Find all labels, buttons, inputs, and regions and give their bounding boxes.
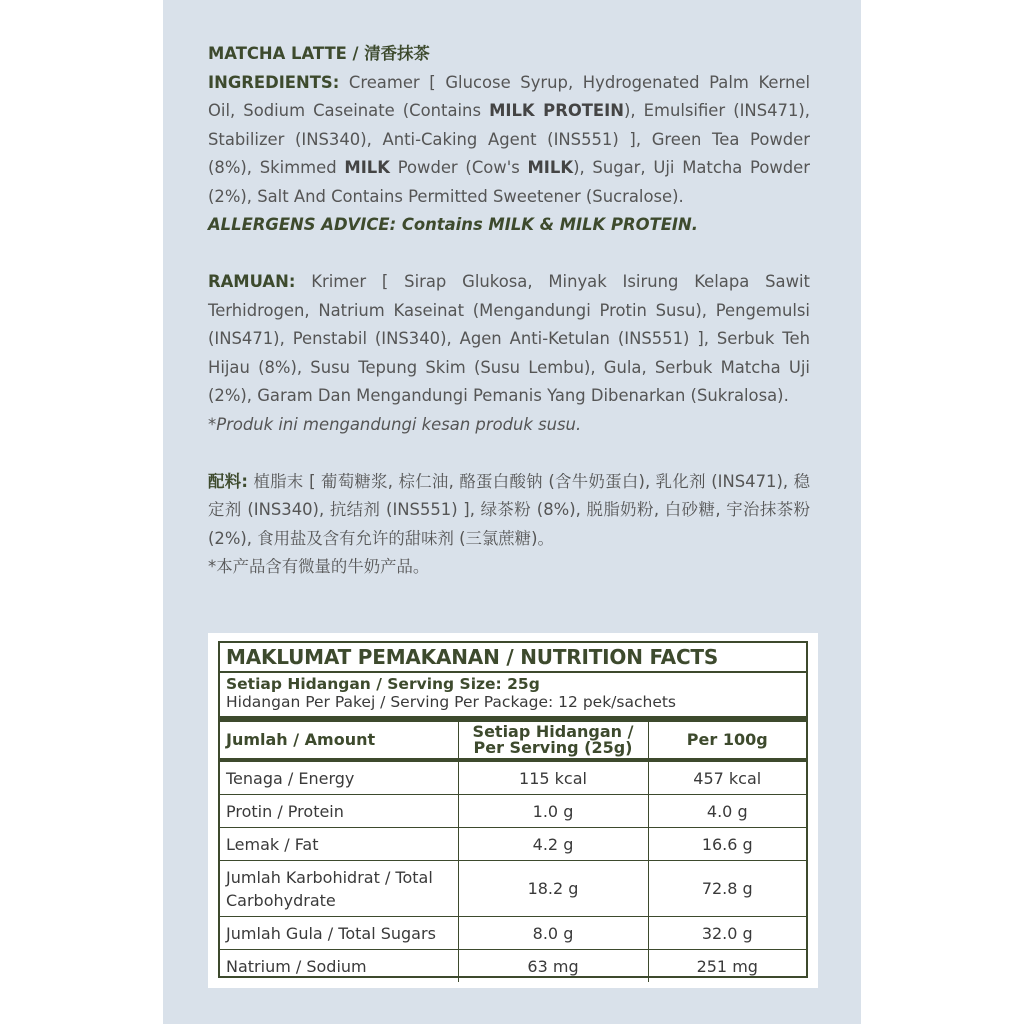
per-serving-value: 1.0 g [458,795,648,828]
table-header-row [220,722,806,760]
malay-note: *Produk ini mengandungi kesan produk susu. [208,414,582,434]
peiliao-label: 配料: [208,471,248,491]
per-serving-value: 8.0 g [458,917,648,950]
serving-size: Setiap Hidangan / Serving Size: 25g [226,675,540,693]
per-100g-value: 251 mg [648,950,806,983]
per-100g-value: 457 kcal [648,760,806,795]
table-row [220,795,806,828]
per-serving-value: 115 kcal [458,760,648,795]
servings-per-package: Hidangan Per Pakej / Serving Per Package: 12 pek/sachets [226,693,677,711]
milk-emphasis: MILK [527,158,574,177]
nutrition-title: MAKLUMAT PEMAKANAN / NUTRITION FACTS [220,643,806,673]
milk-emphasis: MILK [344,158,390,177]
nutrition-facts-panel [218,641,808,978]
ramuan-label: RAMUAN: [208,272,296,291]
ingredients-malay [208,268,810,411]
table-row [220,760,806,795]
header-per-serving: Setiap Hidangan / Per Serving (25g) [458,722,648,760]
per-serving-value: 18.2 g [458,861,648,917]
allergen-advice: ALLERGENS ADVICE: Contains MILK & MILK PROTEIN. [208,215,698,234]
table-row [220,861,806,917]
ingredients-block [208,40,810,582]
per-100g-value: 72.8 g [648,861,806,917]
header-per-100g: Per 100g [648,722,806,760]
per-100g-value: 16.6 g [648,828,806,861]
nutrient-name: Jumlah Karbohidrat / Total Carbohydrate [220,861,458,917]
table-row [220,950,806,983]
header-amount: Jumlah / Amount [220,722,458,760]
product-title: MATCHA LATTE / 清香抹茶 [208,44,430,63]
ramuan-text: Krimer [ Sirap Glukosa, Minyak Isirung Kelapa Sawit Terhidrogen, Natrium Kaseinat (Mengandungi Protin Susu), Pengemulsi (INS471), Penstabil (INS340), Agen Anti-Ketulan (INS551) ], Serbuk Teh Hijau (8%), Susu Tepung Skim (Susu Lembu), Gula, Serbuk Matcha Uji (2%), Garam Dan Mengandungi Pemanis Yang Dibenarkan (Sukralosa). [208,272,810,405]
nutrient-name: Jumlah Gula / Total Sugars [220,917,458,950]
nutrient-name: Tenaga / Energy [226,768,355,788]
ingredients-chinese [208,468,810,554]
per-100g-value: 32.0 g [648,917,806,950]
nutrition-box [208,633,818,988]
ingredients-text: Powder (Cow's [389,158,528,177]
serving-info [220,673,806,716]
ingredients-text: ), Sugar, Uji Matcha Powder (2%), Salt And Contains Permitted Sweetener (Sucralose). [208,158,810,206]
milk-protein-emphasis: MILK PROTEIN [489,101,624,120]
per-serving-value: 4.2 g [458,828,648,861]
ingredients-label: INGREDIENTS: [208,72,340,92]
peiliao-text: 植脂末 [ 葡萄糖浆, 棕仁油, 酪蛋白酸钠 (含牛奶蛋白), 乳化剂 (INS471), 稳定剂 (INS340), 抗结剂 (INS551) ], 绿茶粉 (8%), 脱脂奶粉, 白砂糖, 宇治抹茶粉 (2%), 食用盐及含有允许的甜味剂 (三氯蔗糖)。 [208,471,810,548]
nutrient-name: Lemak / Fat [220,828,458,861]
ingredients-english [208,69,810,212]
nutrition-table [220,722,806,982]
per-serving-value: 63 mg [458,950,648,983]
nutrient-name: Natrium / Sodium [220,950,458,983]
table-row [220,828,806,861]
per-100g-value: 4.0 g [648,795,806,828]
ingredients-text: ), Emulsifier (INS471), Stabilizer (INS340), Anti-Caking Agent (INS551) ], Green Tea Powder (8%), Skimmed [208,101,810,177]
nutrient-name: Protin / Protein [220,795,458,828]
ingredients-text: Creamer [ Glucose Syrup, Hydrogenated Palm Kernel Oil, Sodium Caseinate (Contains [208,72,810,120]
table-row [220,917,806,950]
chinese-note: *本产品含有微量的牛奶产品。 [208,557,430,576]
